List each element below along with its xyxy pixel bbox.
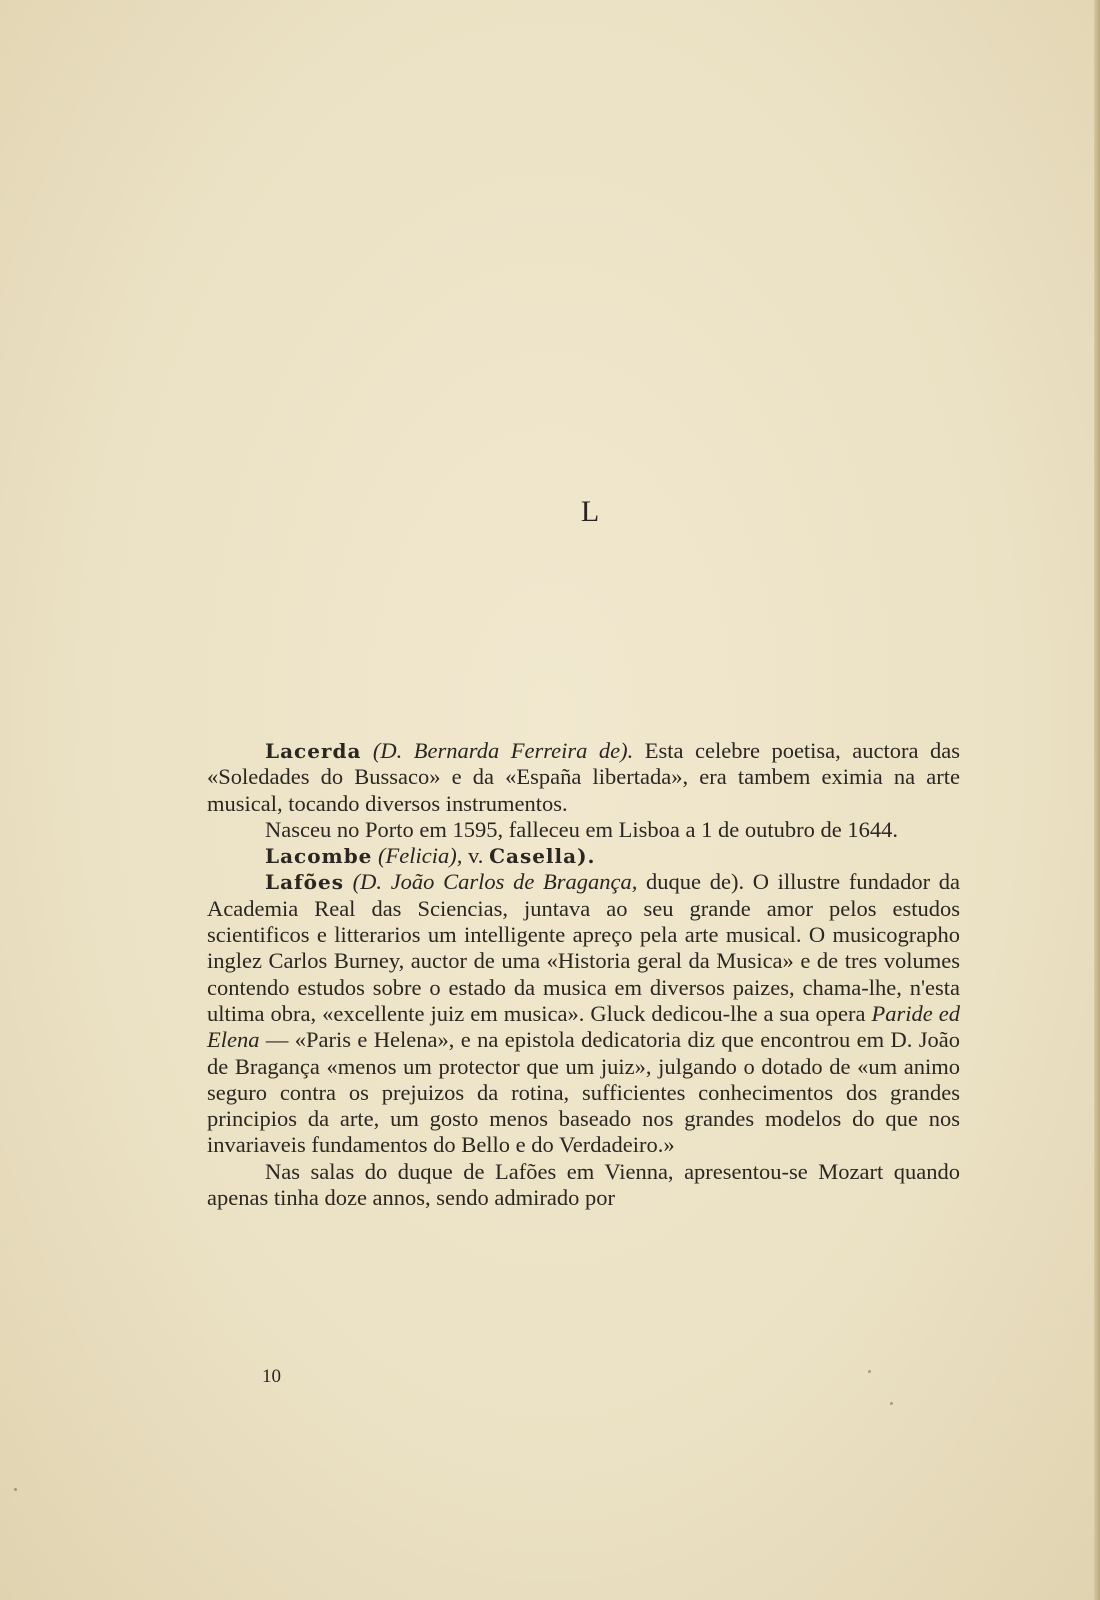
bleed-through-text [215,140,975,700]
entry-name-lacombe: (Felicia), [378,843,463,869]
paragraph-lafoes-mozart: Nas salas do duque de Lafões em Vienna, apresentou-se Mozart quando apenas tinha doze annos, sendo admirado por [207,1158,960,1211]
section-letter: L [580,495,600,528]
entry-text-lafoes-cont: — «Paris e Helena», e na epistola dedicatoria diz que encontrou em D. João de Bragança «menos um protector que um juiz», julgando o dotado de «um animo seguro contra os prejuizos da rotina, sufficientes conhecimentos dos grandes principios da arte, um gosto menos baseado nos grandes modelos do que nos invariaveis fundamentos do Bello e do Verdadeiro.» [207,1027,960,1158]
paper-speck [14,1488,17,1491]
entry-text-lafoes: duque de). O illustre fundador da Academia Real das Sciencias, juntava ao seu grande amor pelos estudos scientificos e litterarios um intelligente apreço pela arte musical. O musicographo inglez Carlos Burney, auctor de uma «Historia geral da Musica» e de tres volumes contendo estudos sobre o estado da musica em diversos paizes, chama-lhe, n'esta ultima obra, «excellente juiz em musica». Gluck dedicou-lhe a sua opera [207,869,960,1026]
paper-speck [890,1402,893,1405]
entry-lafoes [207,869,960,1158]
entry-name-lafoes: (D. João Carlos de Bragança, [352,869,638,895]
entry-name-lacerda: (D. Bernarda Ferreira de). [372,738,634,763]
entry-lacombe [207,843,960,869]
entry-head-lacerda: Lacerda [265,739,362,763]
page-number: 10 [262,1366,281,1387]
entry-lacerda [207,738,960,817]
entry-text-lacerda: Esta celebre poetisa, auctora das «Soledades do Bussaco» e da «España libertada», era tambem eximia na arte musical, tocando diversos instrumentos. [207,738,961,816]
entry-head-lacombe: Lacombe [265,844,373,869]
opera-title: Paride ed Elena [207,1000,960,1053]
entry-ref-prefix-lacombe: v. [462,843,490,869]
body-text [207,738,960,1211]
paragraph-lacerda-birth: Nasceu no Porto em 1595, falleceu em Lisboa a 1 de outubro de 1644. [265,816,898,842]
entry-ref-lacombe: Casella). [489,844,596,869]
entry-head-lafoes: Lafões [265,870,344,895]
page-edge [1094,0,1100,1600]
paper-speck [868,1370,871,1373]
